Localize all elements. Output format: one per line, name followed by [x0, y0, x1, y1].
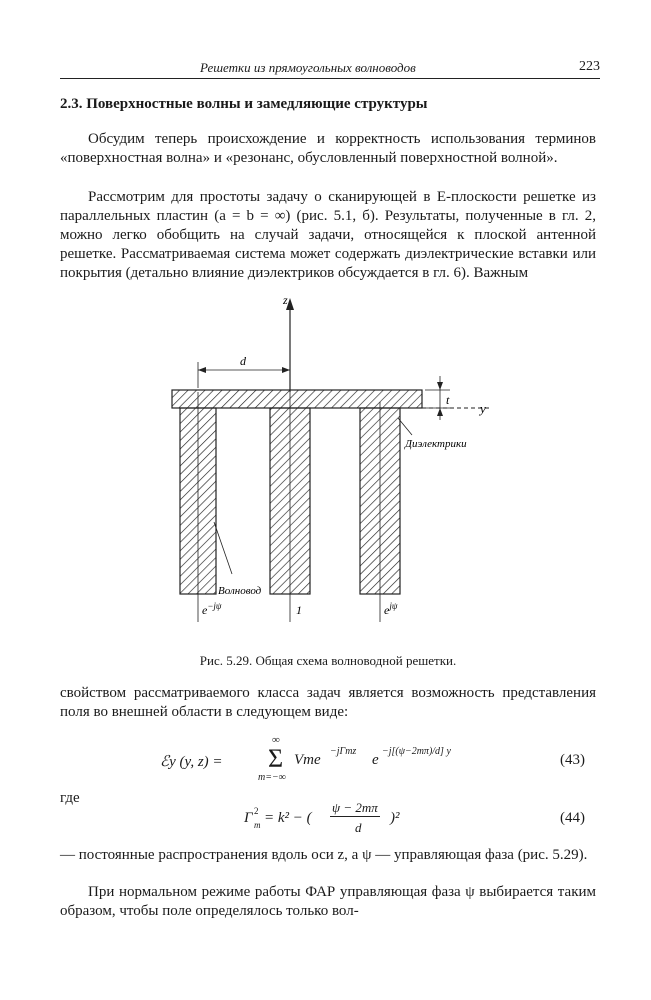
- eq44-end: )²: [390, 810, 400, 826]
- where-word: где: [60, 790, 80, 806]
- paragraph-3: свойством рассматриваемого класса задач является возможность представления поля во внешней области в следующем виде:: [60, 685, 596, 720]
- eq43-exp1: −jΓmz: [330, 746, 357, 757]
- equation-44: [160, 800, 520, 842]
- paragraph-5: При нормальном режиме работы ФАР управляющая фаза ψ выбирается таким образом, чтобы поле определялось только вол-: [60, 884, 596, 919]
- figure-caption: Рис. 5.29. Общая схема волноводной решетки.: [199, 653, 457, 668]
- waveguide-leader: [214, 522, 232, 574]
- eq43-e2: e: [372, 752, 379, 768]
- t-arrow-bottom: [437, 408, 443, 416]
- dielectric-cover: [172, 390, 422, 408]
- paragraph-1: Обсудим теперь происхождение и корректность использования терминов «поверхностная волна» и «резонанс, обусловленный поверхностной волной».: [60, 131, 596, 166]
- eq44-sub: m: [254, 820, 261, 830]
- eq43-term: Vme: [294, 752, 321, 768]
- excitation-left: $e^{-j\psi}$: [202, 601, 222, 617]
- d-arrow-right: [282, 367, 290, 373]
- excitation-right: $e^{j\psi}$: [384, 601, 398, 617]
- eq44-sup: 2: [254, 806, 259, 816]
- z-label: z: [283, 293, 288, 307]
- eq43-sum-sign: Σ: [268, 744, 284, 773]
- page-number: 223: [579, 59, 600, 74]
- equation-44-number: (44): [560, 810, 585, 826]
- eq44-lhs: Γ: [244, 810, 253, 826]
- waveguide-label: Волновод: [218, 585, 262, 597]
- t-label: t: [446, 393, 450, 407]
- section-heading: 2.3. Поверхностные волны и замедляющие структуры: [60, 96, 428, 112]
- eq43-sum-top: ∞: [272, 734, 280, 746]
- d-arrow-left: [198, 367, 206, 373]
- running-head: [60, 60, 600, 79]
- figure-waveguide-array: [150, 292, 530, 642]
- eq43-exp2: −j[(ψ−2mπ)/d] y: [382, 746, 451, 757]
- t-arrow-top: [437, 382, 443, 390]
- running-title: Решетки из прямоугольных волноводов: [200, 60, 416, 75]
- paragraph-2: Рассмотрим для простоты задачу о сканирующей в E-плоскости решетке из параллельных пластин (a = b = ∞) (рис. 5.1, б). Результаты, полученные в гл. 2, можно легко обобщить на случай задачи, относящейся к плоской антенной решетке. Рассматриваемая система может содержать диэлектрические вставки или покрытия (детально влияние диэлектриков обсуждается в гл. 6). Важным: [60, 189, 596, 281]
- paragraph-4: — постоянные распространения вдоль оси z, а ψ — управляющая фаза (рис. 5.29).: [60, 847, 588, 863]
- eq43-lhs: ℰy (y, z) =: [160, 754, 223, 770]
- eq44-numerator: ψ − 2mπ: [332, 800, 378, 815]
- y-label: y: [480, 401, 486, 416]
- eq44-mid: = k² − (: [264, 810, 312, 826]
- dielectric-label: Диэлектрики: [405, 438, 467, 450]
- eq44-denominator: d: [355, 820, 362, 835]
- equation-43-number: (43): [560, 752, 585, 768]
- figure-drawing: [150, 292, 530, 642]
- equation-43: [160, 734, 520, 784]
- d-label: d: [240, 354, 246, 368]
- eq43-sum-bottom: m=−∞: [258, 772, 286, 783]
- excitation-center: 1: [296, 603, 302, 617]
